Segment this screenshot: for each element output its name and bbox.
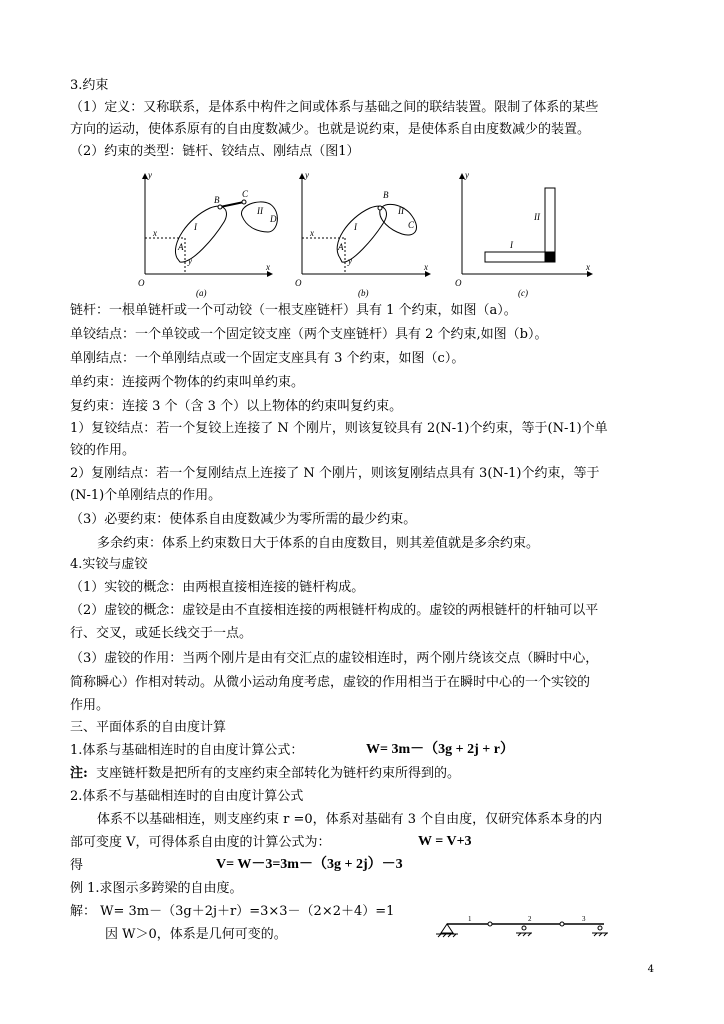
text-line: （3）虚铰的作用：当两个刚片是由有交汇点的虚铰相连时，两个刚片绕该交点（瞬时中心， [70, 651, 599, 666]
text-line: （3）必要约束：使体系自由度数减少为零所需的最少约束。 [70, 512, 417, 527]
text-line: 单约束：连接两个物体的约束叫单约束。 [70, 375, 305, 390]
figure-a [145, 174, 277, 274]
text-line: 链杆：一根单链杆或一个可动铰（一根支座链杆）具有 1 个约束，如图（a）。 [70, 303, 517, 318]
text-line: 因 W＞0，体系是几何可变的。 [105, 927, 287, 942]
text-line: 铰的作用。 [70, 443, 136, 458]
axis-label: x [424, 262, 428, 272]
text-line: 体系不以基础相连，则支座约束 r =0，体系对基础有 3 个自由度，仅研究体系本身的内 [97, 812, 603, 827]
axis-label: y [305, 170, 309, 180]
text-line: 简称瞬心）作相对转动。从微小运动角度考虑，虚铰的作用相当于在瞬时中心的一个实铰的 [70, 675, 591, 690]
point-label: A [338, 242, 344, 252]
formula-3: V= W－3=3m－（3g + 2j）－3 [216, 857, 403, 872]
text-line: 部可变度 V，可得体系自由度的计算公式为： [70, 835, 331, 850]
figure-1 [130, 166, 600, 298]
note-label: 注: [70, 766, 88, 781]
text-line: （2）约束的类型：链杆、铰结点、刚结点（图1） [70, 144, 360, 159]
page-number: 4 [647, 964, 654, 975]
text-line: 复约束：连接 3 个（含 3 个）以上物体的约束叫复约束。 [70, 399, 403, 414]
axis-label: x [586, 262, 590, 272]
caption-b: (b) [358, 288, 369, 298]
formula-2: W = V+3 [418, 834, 472, 849]
beam-span-label: 2 [528, 915, 532, 923]
body-label: II [534, 212, 540, 222]
section-heading-dof: 三、平面体系的自由度计算 [70, 720, 227, 735]
text-line: 1）复铰结点：若一个复铰上连接了 N 个刚片，则该复铰具有 2(N-1)个约束，等于(N-1)个单 [70, 421, 608, 436]
point-label: C [408, 220, 415, 230]
text-line: 例 1.求图示多跨梁的自由度。 [70, 881, 243, 896]
formula-1: W= 3m－（3g + 2j + r） [366, 742, 514, 757]
text-line: 2）复刚结点：若一个复刚结点上连接了 N 个刚片，则该复刚结点具有 3(N-1)个约束，等于 [70, 466, 600, 481]
point-label: A [178, 242, 184, 252]
text-line: 解： W= 3m－（3g＋2j＋r）=3×3－（2×2＋4）=1 [70, 904, 395, 919]
point-label: C [242, 189, 249, 199]
caption-c: (c) [518, 288, 528, 298]
beam-span-label: 1 [468, 915, 472, 923]
section-heading-hinge: 4.实铰与虚铰 [70, 557, 148, 572]
section-heading-constraint: 3.约束 [70, 78, 109, 93]
coord-label: y [348, 256, 352, 266]
text-line: (N-1)个单刚结点的作用。 [70, 488, 222, 503]
body-label: I [354, 222, 357, 232]
figure-c [462, 174, 592, 274]
text-line: （2）虚铰的概念：虚铰是由不直接相连接的两根链杆构成的。虚铰的两根链杆的杆轴可以平 [70, 603, 599, 618]
text-line: 2.体系不与基础相连时的自由度计算公式 [70, 789, 304, 804]
text-line: 得 [70, 858, 84, 873]
text-line: （1）实铰的概念：由两根直接相连接的链杆构成。 [70, 580, 365, 595]
text-line: （1）定义：又称联系，是体系中构件之间或体系与基础之间的联结装置。限制了体系的某些 [70, 100, 599, 115]
point-label: B [214, 195, 220, 205]
coord-label: y [188, 256, 192, 266]
axis-label: y [148, 170, 152, 180]
body-label: I [194, 222, 197, 232]
axis-label: y [465, 170, 469, 180]
text-line: 单铰结点：一个单铰或一个固定铰支座（两个支座链杆）具有 2 个约束,如图（b）。 [70, 327, 548, 342]
beam-figure [432, 912, 622, 942]
origin-label: O [138, 278, 145, 288]
caption-a: (a) [196, 288, 207, 298]
body-label: II [398, 206, 404, 216]
origin-label: O [455, 278, 462, 288]
coord-label: x [153, 228, 157, 238]
text-line: 单刚结点：一个单刚结点或一个固定支座具有 3 个约束，如图（c）。 [70, 351, 465, 366]
text-line: 方向的运动，使体系原有的自由度数减少。也就是说约束，是使体系自由度数减少的装置。 [70, 122, 591, 137]
body-label: I [510, 240, 513, 250]
body-label: II [257, 206, 263, 216]
text-line: 多余约束：体系上约束数日大于体系的自由度数目，则其差值就是多余约束。 [97, 536, 540, 551]
text-line: 行、交叉，或延长线交于一点。 [70, 626, 253, 641]
origin-label: O [295, 278, 302, 288]
text-line: 作用。 [70, 698, 110, 713]
axis-label: x [266, 262, 270, 272]
point-label: D [270, 214, 277, 224]
coord-label: x [310, 228, 314, 238]
text-line: 支座链杆数是把所有的支座约束全部转化为链杆约束所得到的。 [96, 766, 461, 781]
beam-span-label: 3 [582, 915, 586, 923]
text-line: 1.体系与基础相连时的自由度计算公式： [70, 743, 304, 758]
point-label: B [383, 190, 389, 200]
